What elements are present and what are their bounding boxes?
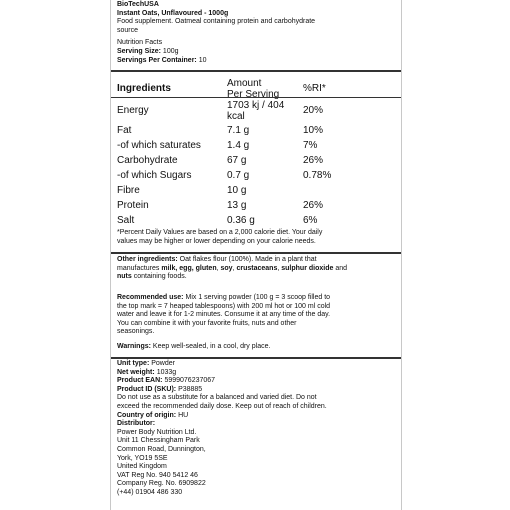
col-ingredients: Ingredients [117, 83, 171, 94]
unit-type-label: Unit type: [117, 360, 150, 367]
nutrient-name: Fibre [117, 185, 140, 196]
sku-value: P38885 [178, 385, 203, 393]
allergen: sulphur dioxide [281, 264, 334, 272]
allergen: crustaceans [236, 264, 278, 272]
nutrition-row [111, 185, 401, 201]
divider-thick [111, 70, 401, 72]
footnote-line1: *Percent Daily Values are based on a 2,000 calorie diet. Your daily [117, 229, 323, 236]
ean-value: 5999076237067 [164, 377, 216, 385]
nutrient-name: -of which Sugars [117, 170, 192, 181]
nutrient-name: Salt [117, 215, 135, 226]
recommended-use-text: seasonings. [117, 328, 155, 336]
nutrient-name: Energy [117, 105, 149, 116]
recommended-use-text: Mix 1 serving powder (100 g = 3 scoop filled to [185, 294, 331, 301]
nutrient-amount-l1: 1703 kj / 404 [227, 100, 285, 111]
nutrition-row [111, 125, 401, 141]
other-ingredients-text: Oat flakes flour (100%). Made in a plant that [179, 256, 317, 263]
recommended-use-text: the top mark = 7 heaped tablespoons) with 200 ml hot or 100 ml cold [117, 302, 331, 310]
allergen: nuts [117, 273, 132, 281]
warnings-label: Warnings: [117, 343, 151, 350]
separator: , [232, 264, 235, 272]
separator: , [277, 264, 280, 272]
footnote [111, 229, 403, 246]
distributor-address-line: United Kingdom [117, 463, 167, 471]
product-label [110, 0, 402, 510]
nutrient-amount: 10 g [227, 185, 247, 196]
nutrient-ri: 7% [303, 140, 318, 151]
nutrition-row [111, 200, 401, 216]
col-amount-l2: Per Serving [227, 89, 280, 100]
distributor-address-line: Company Reg. No. 6909822 [117, 480, 206, 488]
disclaimer-text: exceed the recommended daily dose. Keep out of reach of children. [117, 402, 327, 410]
allergen: milk, egg, gluten [161, 264, 217, 272]
ingredients-text: and [335, 264, 348, 272]
allergen: soy [220, 264, 233, 272]
footnote-line2: values may be higher or lower depending on your calorie needs. [117, 237, 316, 245]
divider-thick [111, 357, 401, 359]
country-origin-label: Country of origin: [117, 411, 177, 419]
warnings [111, 343, 403, 352]
product-description-line2: source [117, 26, 139, 34]
distributor-address-line: Power Body Nutrition Ltd. [117, 428, 197, 436]
nutrient-name: -of which saturates [117, 140, 201, 151]
col-ri: %RI* [303, 83, 326, 94]
ingredients-text: manufactures [117, 264, 160, 272]
nutrient-ri: 6% [303, 215, 318, 226]
nutrient-ri: 26% [303, 155, 324, 166]
nutrient-name: Carbohydrate [117, 155, 178, 166]
nutrient-ri: 0.78% [303, 170, 332, 181]
nutrient-amount: 13 g [227, 200, 247, 211]
nutrient-ri: 20% [303, 105, 324, 116]
nutrition-facts-title: Nutrition Facts [117, 39, 163, 47]
nutrient-amount-l2: kcal [227, 111, 245, 122]
disclaimer-text: Do not use as a substitute for a balanced and varied diet. Do not [117, 394, 317, 402]
brand-name: BioTechUSA [117, 1, 159, 8]
recommended-use-label: Recommended use: [117, 294, 184, 301]
distributor-address-line: York, YO19 5SE [117, 454, 168, 462]
servings-value: 10 [198, 56, 207, 64]
recommended-use [111, 294, 403, 337]
ean-label: Product EAN: [117, 377, 163, 385]
nutrient-amount: 0.36 g [227, 215, 255, 226]
ingredients-text: containing foods. [133, 273, 187, 281]
separator: , [216, 264, 219, 272]
distributor-address-line: VAT Reg No. 940 5412 46 [117, 471, 198, 479]
col-amount-l1: Amount [227, 78, 262, 89]
unit-type-value: Powder [151, 360, 175, 367]
other-ingredients-label: Other ingredients: [117, 256, 178, 263]
recommended-use-text: You can combine it with your favorite fruits, nuts and other [117, 319, 297, 327]
product-name: Instant Oats, Unflavoured - 1000g [117, 9, 229, 17]
net-weight-value: 1033g [156, 368, 177, 376]
distributor-label: Distributor: [117, 420, 156, 428]
nutrition-row [111, 155, 401, 171]
distributor-address-line: Unit 11 Chessingham Park [117, 437, 200, 445]
nutrient-name: Protein [117, 200, 149, 211]
divider-thick [111, 252, 401, 254]
nutrition-row [111, 140, 401, 156]
servings-label: Servings Per Container: [117, 56, 197, 64]
sku-label: Product ID (SKU): [117, 385, 177, 393]
serving-size-label: Serving Size: [117, 47, 161, 55]
recommended-use-text: water and leave it for 1-2 minutes. Consume it at any time of the day. [117, 311, 331, 319]
net-weight-label: Net weight: [117, 368, 155, 376]
nutrient-amount: 67 g [227, 155, 247, 166]
nutrition-row [111, 100, 401, 124]
distributor-address-line: Common Road, Dunnington, [117, 445, 206, 453]
serving-size-value: 100g [162, 47, 179, 55]
nutrient-ri: 10% [303, 125, 324, 136]
nutrient-amount: 1.4 g [227, 140, 250, 151]
warnings-text: Keep well-sealed, in a cool, dry place. [152, 343, 271, 350]
nutrition-header-row [111, 78, 401, 102]
other-ingredients [111, 256, 403, 282]
nutrition-row [111, 170, 401, 186]
nutrient-ri: 26% [303, 200, 324, 211]
nutrient-amount: 0.7 g [227, 170, 250, 181]
nutrient-name: Fat [117, 125, 132, 136]
product-details [111, 360, 403, 498]
label-header [111, 1, 403, 65]
nutrition-header-divider [111, 97, 401, 98]
product-description-line1: Food supplement. Oatmeal containing protein and carbohydrate [117, 18, 316, 26]
distributor-address-line: (+44) 01904 486 330 [117, 488, 183, 496]
nutrient-amount: 7.1 g [227, 125, 250, 136]
country-origin-value: HU [178, 411, 189, 419]
